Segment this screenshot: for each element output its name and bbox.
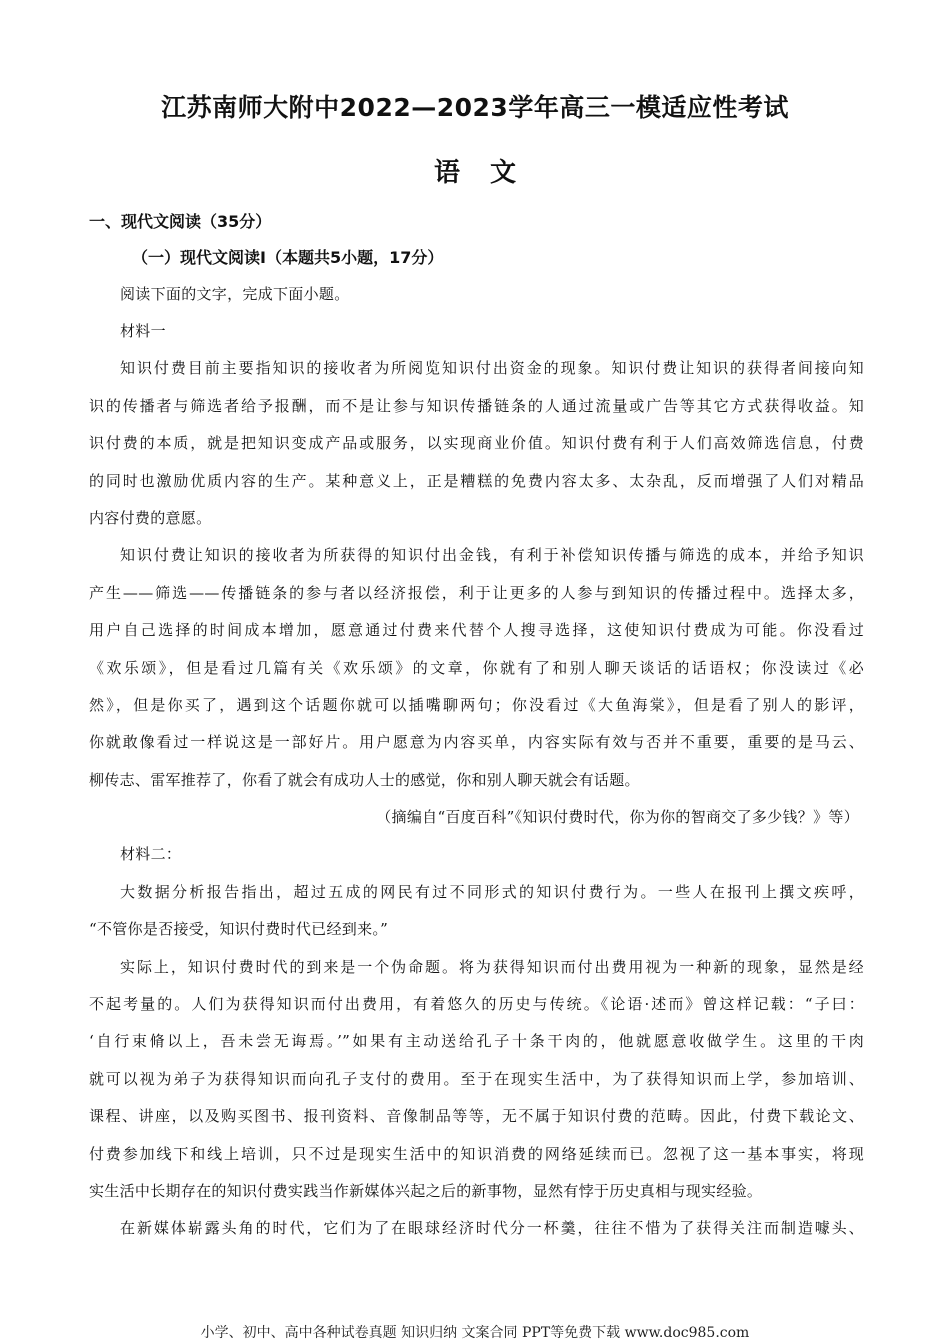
material2-label: 材料二： <box>120 845 182 863</box>
instruction-text: 阅读下面的文字，完成下面小题。 <box>120 285 350 303</box>
material2-line: ‘自行束脩以上，吾未尝无诲焉。’”如果有主动送给孔子十条干肉的，他就愿意收做学生。这里的干肉 <box>89 1032 864 1050</box>
material1-line: 内容付费的意愿。 <box>89 509 212 527</box>
material1-label: 材料一 <box>120 322 166 340</box>
exam-title: 江苏南师大附中2022—2023学年高三一模适应性考试 <box>161 93 789 122</box>
material1-line: 产生——筛选——传播链条的参与者以经济报偿，利于让更多的人参与到知识的传播过程中。选择太多， <box>89 584 864 602</box>
material1-source: （摘编自“百度百科”《知识付费时代，你为你的智商交了多少钱？》等） <box>376 808 859 826</box>
material1-line: 的同时也激励优质内容的生产。某种意义上，正是糟糕的免费内容太多、太杂乱，反而增强了人们对精品 <box>89 472 864 490</box>
material2-line: 就可以视为弟子为获得知识而向孔子支付的费用。至于在现实生活中，为了获得知识而上学，参加培训、 <box>89 1070 864 1088</box>
material1-line: 知识付费让知识的接收者为所获得的知识付出金钱，有利于补偿知识传播与筛选的成本，并给予知识 <box>120 546 864 564</box>
material1-line: 识付费的本质，就是把知识变成产品或服务，以实现商业价值。知识付费有利于人们高效筛选信息，付费 <box>89 434 864 452</box>
material1-line: 《欢乐颂》，但是看过几篇有关《欢乐颂》的文章，你就有了和别人聊天谈话的话语权；你没读过《必 <box>89 659 864 677</box>
material1-line: 你就敢像看过一样说这是一部好片。用户愿意为内容买单，内容实际有效与否并不重要，重要的是马云、 <box>89 733 864 751</box>
material1-line: 识的传播者与筛选者给予报酬，而不是让参与知识传播链条的人通过流量或广告等其它方式获得收益。知 <box>89 397 864 415</box>
material2-line: 实生活中长期存在的知识付费实践当作新媒体兴起之后的新事物，显然有悖于历史真相与现实经验。 <box>89 1182 763 1200</box>
material1-line: 然》，但是你买了，遇到这个话题你就可以插嘴聊两句；你没看过《大鱼海棠》，但是看了别人的影评， <box>89 696 864 714</box>
material1-line: 知识付费目前主要指知识的接收者为所阅览知识付出资金的现象。知识付费让知识的获得者间接向知 <box>120 359 864 377</box>
section-heading: 一、现代文阅读（35分） <box>89 212 272 231</box>
sub-section-heading: （一）现代文阅读Ⅰ（本题共5小题，17分） <box>132 248 444 267</box>
material1-line: 柳传志、雷军推荐了，你看了就会有成功人士的感觉，你和别人聊天就会有话题。 <box>89 771 640 789</box>
material2-line: 在新媒体崭露头角的时代，它们为了在眼球经济时代分一杯羹，往往不惜为了获得关注而制造噱头、 <box>120 1219 864 1237</box>
material2-line: 课程、讲座，以及购买图书、报刊资料、音像制品等等，无不属于知识付费的范畴。因此，付费下载论文、 <box>89 1107 864 1125</box>
material2-line: 付费参加线下和线上培训，只不过是现实生活中的知识消费的网络延续而已。忽视了这一基本事实，将现 <box>89 1145 864 1163</box>
footer-ad[interactable]: 小学、初中、高中各种试卷真题 知识归纳 文案合同 PPT等免费下载 www.doc985.com <box>200 1325 750 1341</box>
material1-line: 用户自己选择的时间成本增加，愿意通过付费来代替个人搜寻选择，这使知识付费成为可能。你没看过 <box>89 621 864 639</box>
material2-line: 大数据分析报告指出，超过五成的网民有过不同形式的知识付费行为。一些人在报刊上撰文疾呼， <box>120 883 864 901</box>
material2-line: “不管你是否接受，知识付费时代已经到来。” <box>89 920 389 938</box>
material2-line: 不起考量的。人们为获得知识而付出费用，有着悠久的历史与传统。《论语·述而》曾这样记载：“子曰： <box>89 995 864 1013</box>
subject-title: 语文 <box>433 158 546 188</box>
material2-line: 实际上，知识付费时代的到来是一个伪命题。将为获得知识而付出费用视为一种新的现象，显然是经 <box>120 958 864 976</box>
